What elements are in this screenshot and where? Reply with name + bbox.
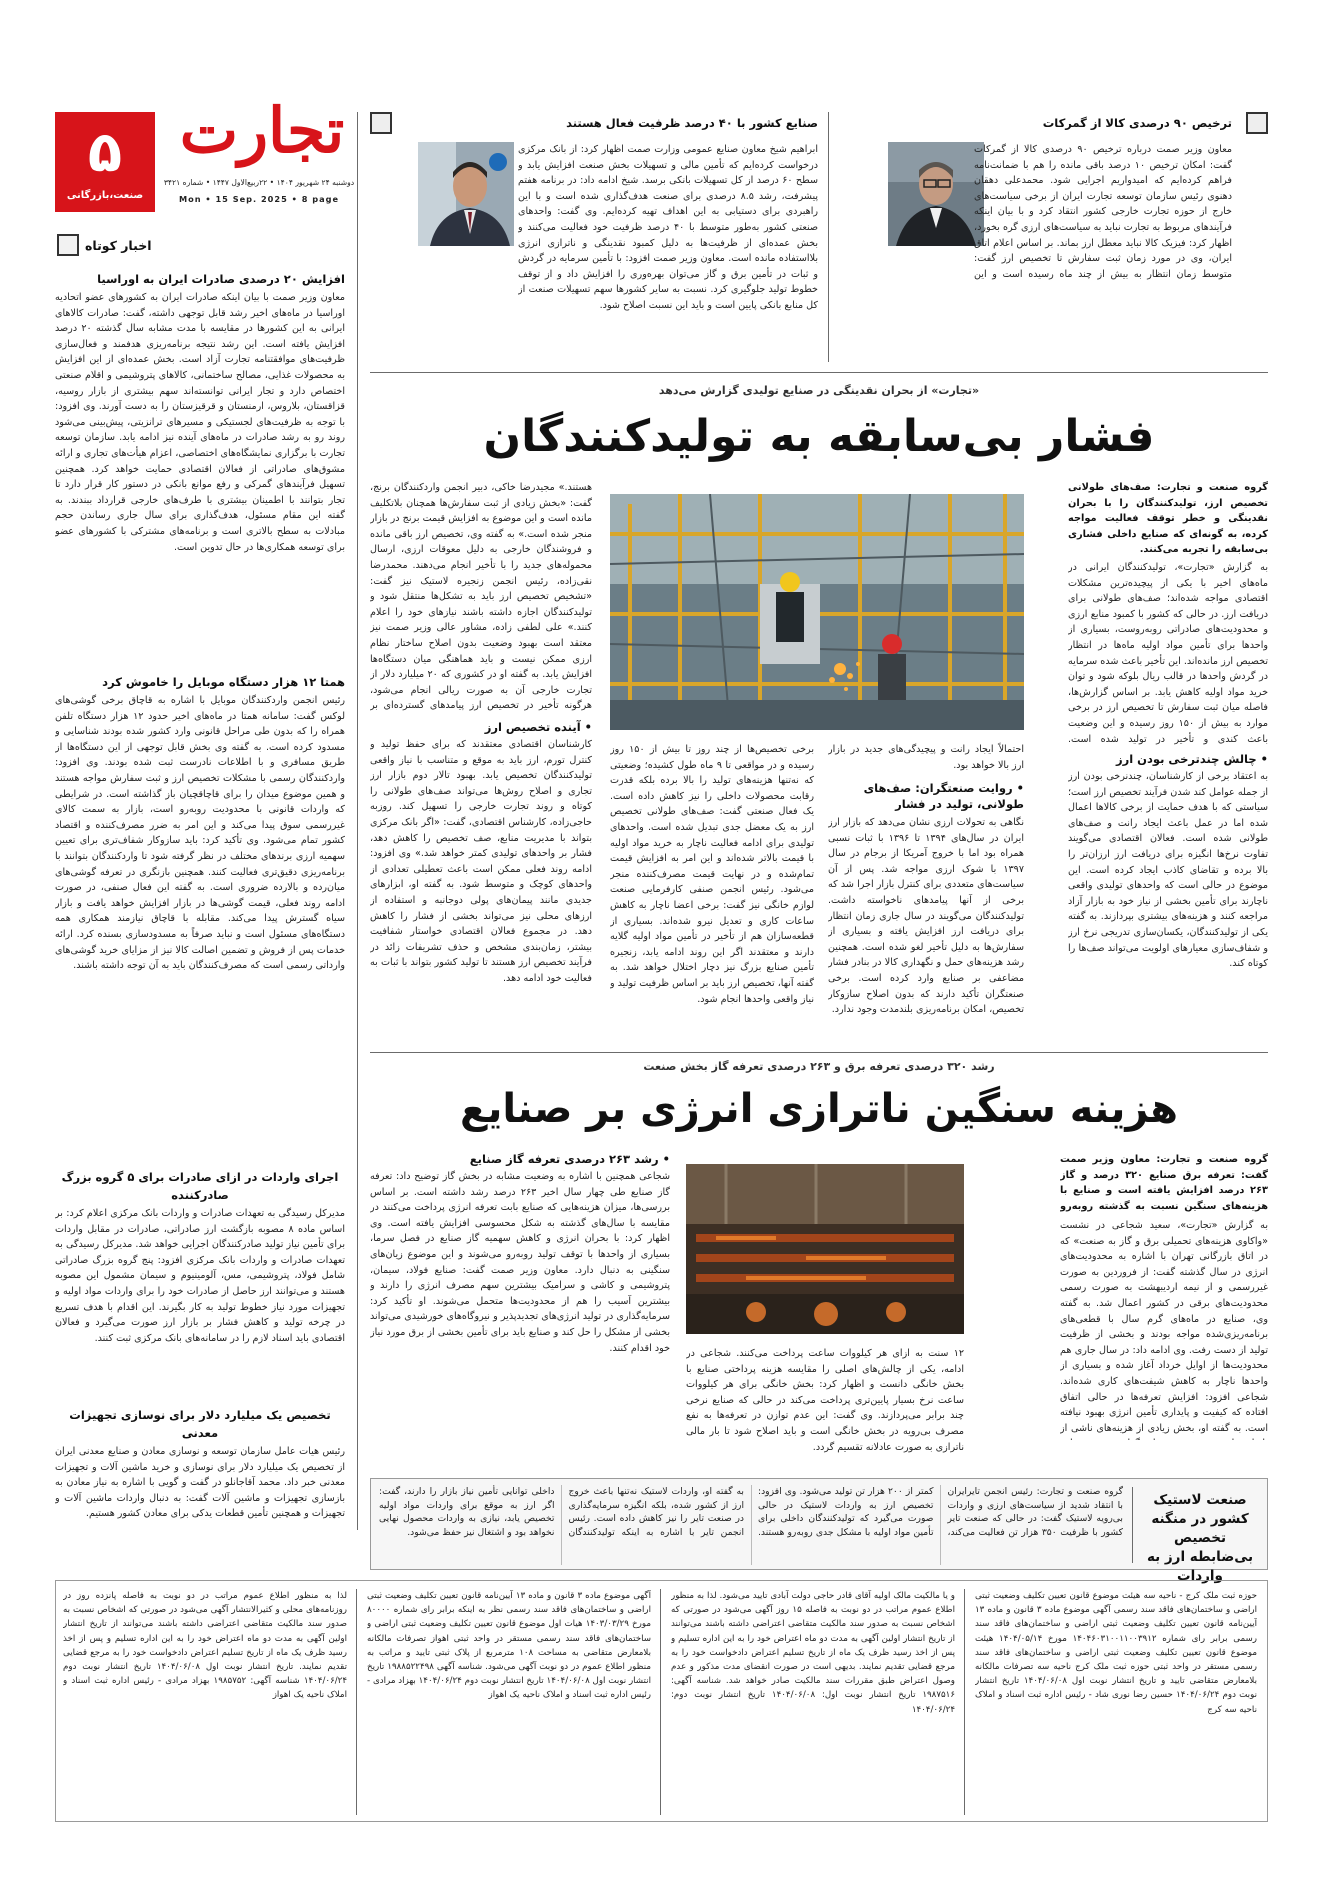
story-col-mid: [686, 1346, 964, 1458]
story-kicker: «تجارت» از بحران نقدینگی در صنایع تولیدی گزارش می‌دهد: [658, 384, 980, 397]
story-subhead: • رشد ۲۶۳ درصدی تعرفه گاز صنایع: [370, 1152, 670, 1166]
story-text: احتمالاً ایجاد رانت و پیچیدگی‌های جدید در بازار ارز بالا خواهد بود.: [828, 744, 1024, 771]
notice-3: آگهی موضوع ماده ۳ قانون و ماده ۱۳ آیین‌نامه قانون تعیین تکلیف وضعیت ثبتی اراضی و ساختمان‌های فاقد سند رسمی نظر به اینکه برابر رای شماره ۸۰۰۰۰ مورخ ۱۴۰۳/۰۳/۲۹ هیات اول موضوع قانون تعیین تکلیف وضعیت ثبتی اراضی و ساختمان‌های فاقد سند رسمی مستقر در واحد ثبتی اهواز تصرفات مالکانه بلامعارض متقاضی به مساحت ۱۰۸ مترمربع از پلاک ثبتی تایید و مراتب به منظور اطلاع عموم در دو نوبت آگهی می‌شود. شناسه آگهی ۱۹۸۸۵۲۲۴۹۸ تاریخ انتشار نوبت اول ۱۴۰۴/۰۶/۰۸ تاریخ انتشار نوبت دوم ۱۴۰۴/۰۶/۲۴ بهزاد مرادی - رئیس اداره ثبت اسناد و املاک ناحیه یک اهواز: [367, 1591, 651, 1701]
sidebar-title-box: [55, 232, 345, 262]
portrait-photo: [418, 142, 514, 246]
sidebar-item-3: [55, 1168, 345, 1424]
notice-4: لذا به منظور اطلاع عموم مراتب در دو نوبت به فاصله پانزده روز در روزنامه‌های محلی و کثیرالانتشار آگهی می‌شود در صورتی که اشخاص نسبت به صدور سند مالکیت متقاضی اعتراضی داشته باشند می‌توانند از تاریخ انتشار اولین آگهی به مدت دو ماه اعتراض خود را به این اداره تسلیم و پس از اخذ رسید ظرف یک ماه از تاریخ تسلیم اعتراض دادخواست خود را به مرجع قضایی تقدیم نمایند. تاریخ انتشار نوبت اول ۱۴۰۴/۰۶/۰۸ تاریخ انتشار نوبت دوم ۱۴۰۴/۰۶/۲۴ شناسه آگهی: ۱۹۸۵۷۵۲ بهزاد مرادی - رئیس اداره ثبت اسناد و املاک ناحیه یک اهواز: [63, 1591, 347, 1701]
sidebar-item-body: معاون وزیر صمت با بیان اینکه صادرات ایران به کشورهای عضو اتحادیه اوراسیا در ماه‌های اخیر رشد قابل توجهی داشته، گفت: صادرات کالاهای ایرانی به این کشورها در مقایسه با مدت مشابه سال گذشته ۲۰ درصد افزایش یافته است. این رشد نتیجه برنامه‌ریزی هدفمند و فعال‌سازی ظرفیت‌های موافقتنامه تجارت آزاد است. بخش عمده‌ای از این افزایش به محصولات غذایی، مصالح ساختمانی، کالاهای پتروشیمی و اقلام صنعتی اختصاص دارد و تجار ایرانی توانسته‌اند سهم بیشتری از بازار روسیه، قزاقستان، بلاروس، ارمنستان و قرقیزستان را به دست آورند. وی افزود: با توجه به ظرفیت‌های لجستیکی و مسیرهای ترانزیتی، پیش‌بینی می‌شود روند رو به رشد صادرات در ماه‌های آینده نیز ادامه یابد. سازمان توسعه تجارت با برگزاری نمایشگاه‌های اختصاصی، اعزام هیأت‌های تجاری و ارائه مشوق‌های صادراتی از فعالان اقتصادی حمایت خواهد کرد. همچنین تسهیل فرآیندهای گمرکی و رفع موانع بانکی در دستور کار قرار دارد تا تجار بتوانند با اطمینان بیشتری با طرف‌های خارجی قرارداد ببندند. به گفته این مقام مسئول، هدف‌گذاری برای سال جاری رساندن حجم مبادلات به سطح بالاتری است و برنامه‌های مشترکی با کشورهای عضو برای توسعه همکاری‌ها در حال تدوین است.: [55, 292, 345, 553]
portrait-image: [888, 142, 984, 246]
portrait-photo: [888, 142, 984, 246]
story-lead: گروه صنعت و تجارت: معاون وزیر صمت گفت: تعرفه برق صنایع ۳۲۰ درصد و گاز ۲۶۳ درصد افزایش یافته است و صنایع با هزینه‌های سنگین نسبت به گذشته روبه‌رو: [1060, 1154, 1268, 1212]
sidebar-title: اخبار کوتاه: [85, 238, 152, 253]
newspaper-logo: تجارت: [179, 94, 345, 167]
story-col-left: [370, 1152, 670, 1461]
story-subhead: • آینده تخصیص ارز: [370, 720, 592, 734]
tire-industry-box: [370, 1478, 1268, 1584]
notice-divider: [660, 1589, 661, 1815]
sidebar-item-body: رئیس انجمن واردکنندگان موبایل با اشاره به قاچاق برخی گوشی‌های لوکس گفت: سامانه همتا در ماه‌های اخیر حدود ۱۲ هزار دستگاه تلفن همراه را که بدون طی مراحل قانونی وارد کشور شده بودند شناسایی و مسدود کرده است. به گفته وی بخش قابل توجهی از این دستگاه‌ها از طریق مسافری و با اطلاعات نادرست ثبت شده بودند. وی افزود: واردکنندگان رسمی با مشکلات تخصیص ارز و ثبت سفارش مواجه هستند و همین موضوع میدان را برای قاچاقچیان باز گذاشته است. در شرایطی که واردات قانونی با محدودیت روبه‌رو است، بازار به سمت کالای غیررسمی سوق پیدا می‌کند و این امر به ضرر مصرف‌کننده و اقتصاد کشور تمام می‌شود. وی تأکید کرد: باید سازوکار شفاف‌تری برای تعیین سهمیه ارزی برندهای مختلف در نظر گرفته شود تا واردکنندگان بتوانند با برنامه‌ریزی دقیق‌تری فعالیت کنند. همچنین بازنگری در تعرفه گوشی‌های میان‌رده و بالارده ضروری است. به گفته این فعال صنفی، در صورت ادامه روند فعلی، قیمت گوشی‌ها در بازار افزایش خواهد یافت و بازار سیاه گسترش پیدا می‌کند. مقابله با قاچاق نیازمند همکاری همه دستگاه‌های مسئول است و نباید صرفاً به مسدودسازی بسنده کرد. ارائه خدمات پس از فروش و تضمین اصالت کالا نیز از مزایای خرید گوشی‌های وارداتی رسمی است که مصرف‌کنندگان باید به آن توجه داشته باشند.: [55, 695, 345, 972]
sidebar-item-headline: افزایش ۲۰ درصدی صادرات ایران به اوراسیا: [97, 272, 345, 286]
story-text: نگاهی به تحولات ارزی نشان می‌دهد که بازار ارز ایران در سال‌های ۱۳۹۴ تا ۱۳۹۶ با ثبات نسبی همراه بود اما با خروج آمریکا از برجام در سال ۱۳۹۷ با شوک ارزی مواجه شد. پس از آن سیاست‌های متعددی برای کنترل بازار اجرا شد که برخی از آنها پیامدهای ناخواسته داشت. تولیدکنندگان می‌گویند در سال جاری زمان انتظار برای دریافت ارز افزایش یافته و بسیاری از سفارش‌ها به دلیل تأخیر لغو شده است. همچنین رشد هزینه‌های حمل و نگهداری کالا در بنادر فشار مضاعفی بر صنایع وارد کرده است. برخی صنعتگران تأکید دارند که بدون اصلاح سازوکار تخصیص، امکان برنامه‌ریزی بلندمدت وجود ندارد.: [828, 817, 1024, 1016]
story-text: هستند.» مجیدرضا خاکی، دبیر انجمن واردکنندگان برنج، گفت: «بخش زیادی از ثبت سفارش‌ها همچنان بلاتکلیف مانده است و این موضوع به افزایش قیمت برنج در بازار منجر شده است.» به گفته وی، تخصیص ارز باقی مانده و فروشندگان خارجی به دلیل معوقات ارزی، ارسال محموله‌های جدید را با تأخیر انجام می‌دهند. محمدرضا نقی‌زاده، رئیس انجمن زنجیره لاستیک نیز گفت: «تشخیص تخصیص ارز باید به تشکل‌ها منتقل شود و تولیدکنندگان اجازه داشته باشند نیازهای خود را اعلام کنند.» علی لطفی زاده، مشاور عالی وزیر صمت نیز معتقد است بهبود وضعیت بدون اصلاح ساختار نظام ارزی ممکن نیست و باید هماهنگی میان دستگاه‌ها افزایش یابد. به گفته او در کشوری که ۲۰ میلیارد دلار از تجارت خارجی آن به صورت ریالی انجام می‌شود، هرگونه تأخیر در تخصیص ارز پیامدهای گسترده‌ای بر: [370, 482, 592, 712]
story-col-mid-left: [610, 742, 814, 1032]
story-headline: هزینه سنگین ناترازی انرژی بر صنایع: [460, 1086, 1178, 1132]
section-label: صنعت،بازرگانی: [66, 190, 144, 201]
story-text: شجاعی همچنین با اشاره به وضعیت مشابه در بخش گاز توضیح داد: تعرفه گاز صنایع طی چهار سال اخیر ۲۶۳ درصد رشد داشته است. بر اساس بررسی‌ها، میزان هزینه‌هایی که صنایع بابت تعرفه انرژی پرداخت می‌کنند در مقایسه با سال‌های گذشته به شکل محسوسی افزایش یافته است. وی اظهار کرد: با بحران انرژی و کاهش سهمیه گاز صنایع در فصل سرما، بسیاری از واحدها با توقف تولید روبه‌رو می‌شوند و این موضوع زیان‌های سنگینی به دنبال دارد. معاون وزیر صمت گفت: صنایع فولاد، سیمان، پتروشیمی و کاشی و سرامیک بیشترین سهم مصرف انرژی را دارند و بیشترین آسیب را هم از محدودیت‌ها متحمل می‌شوند. او تأکید کرد: سرمایه‌گذاری در تولید انرژی‌های تجدیدپذیر و نیروگاه‌های خورشیدی می‌تواند بخشی از مشکل را حل کند و صنایع باید برای تأمین بخشی از برق مورد نیاز خود اقدام کنند.: [370, 1171, 670, 1354]
notice-divider: [356, 1589, 357, 1815]
story-subhead: • روایت صنعتگران: صف‌های طولانی، تولید در فشار: [828, 780, 1024, 812]
main-story-1: [370, 384, 1268, 1044]
story-col-mid-right: [828, 742, 1024, 1035]
corner-marker: [370, 112, 392, 134]
story-1-rule: [370, 1052, 1268, 1053]
sidebar-item-body: رئیس هیات عامل سازمان توسعه و نوسازی معادن و صنایع معدنی ایران از تخصیص یک میلیارد دلار برای نوسازی و خرید ماشین آلات و تجهیزات معدنی خبر داد. محمد آقاجانلو در گفت و گویی با اشاره به نیاز معادن به بازسازی تجهیزات و ماشین آلات گفت: به دنبال واردات ماشین آلات و تجهیزات و همچنین تأمین قطعات یدکی برای معادن کشور هستیم.: [55, 1446, 345, 1520]
sidebar-title-icon: [57, 234, 79, 256]
industry-photo: [686, 1164, 964, 1334]
page-number: ۵: [87, 120, 123, 185]
story-col-right: [1068, 480, 1268, 1067]
story-text: به اعتقاد برخی از کارشناسان، چندنرخی بودن ارز از جمله عوامل کند شدن فرآیند تخصیص ارز است؛ سیاستی که با هدف حمایت از برخی کالاها اعمال شده اما در عمل باعث ایجاد رانت و صف‌های طولانی شده است. فعالان اقتصادی می‌گویند تفاوت نرخ‌ها انگیزه برای دریافت ارز ارزان‌تر را بالا برده و تقاضای کاذب ایجاد کرده است. این موضوع در حالی است که واحدهای تولیدی واقعی ناچارند برای تأمین بخشی از نیاز خود به بازار آزاد مراجعه کنند و هزینه‌های بیشتری بپردازند. به گفته یکی از تولیدکنندگان، یکسان‌سازی تدریجی نرخ ارز و شفاف‌سازی معیارهای اولویت می‌تواند صف‌ها را کوتاه کند.: [1068, 771, 1268, 970]
main-story-2: [370, 1060, 1268, 1468]
top-divider: [828, 112, 829, 362]
article-body: معاون وزیر صمت درباره ترخیص ۹۰ درصدی کالا از گمرکات گفت: امکان ترخیص ۱۰ درصد باقی مانده را هم با ضمانت‌نامه فراهم کرده‌ایم که امیدواریم اجرایی شود. محمدعلی دهقان دهنوی رئیس سازمان توسعه تجارت ایران از برخی سیاست‌های خارج از حوزه تجارت خارجی کشور انتقاد کرد و با بیان اینکه فرآیندهای مربوط به تجارت نباید به سیاست‌های ارزی گره بخورد، اظهار کرد: فیزیک کالا نباید معطل ارز بماند. بر اساس اعلام اتاق ایران، وی در مورد زمان ثبت سفارش تا تخصیص ارز گفت: متوسط زمان انتظار به بیش از چند ماه رسیده است و این: [974, 144, 1232, 280]
story-text: به گزارش «تجارت»، تولیدکنندگان ایرانی در ماه‌های اخیر با یکی از پیچیده‌ترین مشکلات اقتصادی مواجه شده‌اند؛ صف‌های طولانی برای دریافت ارز. در حالی که کشور با کمبود منابع ارزی و محدودیت‌های صادراتی روبه‌روست، بسیاری از واحدها برای تأمین مواد اولیه ماه‌ها در انتظار تخصیص ارز مانده‌اند. این تأخیر باعث شده سرمایه در گردش واحدها در قالب ریال بلوکه شود و توان خرید مواد اولیه کاهش یابد. بر اساس گزارش‌ها، فاصله میان ثبت سفارش تا تخصیص ارز در برخی موارد به بیش از ۱۵۰ روز رسیده و این وضعیت باعث کندی و تأخیر در تولید شده است.: [1068, 562, 1268, 745]
sidebar-divider: [357, 112, 358, 1530]
box-divider: [1132, 1487, 1133, 1563]
top-right-article: [840, 112, 1268, 362]
story-text: به گزارش «تجارت»، سعید شجاعی در نشست «واکاوی هزینه‌های تحمیلی برق و گاز به صنعت» که در اتاق بازرگانی تهران با اشاره به محدودیت‌های انرژی در سال گذشته گفت: از فروردین به صورت غیررسمی و از نیمه اردیبهشت به صورت رسمی محدودیت‌های برقی در کشور اعمال شد. به گفته وی، صنایع در ماه‌های گرم سال با قطعی‌های برنامه‌ریزی‌شده مواجه بودند و بخشی از ظرفیت تولید از دست رفت. وی ادامه داد: در سال جاری هم محدودیت‌ها از اوایل خرداد آغاز شده و بسیاری از واحدها ناچار به کاهش شیفت‌های کاری شده‌اند. شجاعی افزود: افزایش تعرفه‌ها در حالی اتفاق افتاده که کیفیت و پایداری تأمین انرژی بهبود نیافته است. به گفته او، بخش زیادی از هزینه‌های ناشی از: [1060, 1220, 1268, 1434]
sidebar-item-headline: همتا ۱۲ هزار دستگاه موبایل را خاموش کرد: [102, 675, 345, 689]
issue-date-en: Mon • 15 Sep. 2025 • 8 page: [178, 194, 340, 204]
story-text: برخی تخصیص‌ها از چند روز تا بیش از ۱۵۰ روز رسیده و در مواقعی تا ۹ ماه طول کشیده؛ وضعیتی که نه‌تنها هزینه‌های تولید را بالا برده بلکه قدرت رقابت محصولات داخلی را نیز کاهش داده است. یک فعال صنعتی گفت: صف‌های طولانی تخصیص ارز به یک معضل جدی تبدیل شده است. واحدهای تولیدی برای ادامه فعالیت ناچار به خرید مواد اولیه با قیمت بالاتر شده‌اند و این امر به افزایش قیمت تمام‌شده و در نهایت قیمت مصرف‌کننده منجر می‌شود. رئیس انجمن صنفی کارفرمایی صنعت لوازم خانگی نیز گفت: برخی اعضا ناچار به کاهش ساعات کاری و تعدیل نیرو شده‌اند. بسیاری از قطعه‌سازان هم از تأخیر در تأمین مواد اولیه گلایه دارند و معتقدند اگر این روند ادامه یابد، زنجیره تأمین صنایع بزرگ نیز دچار اختلال خواهد شد. به گفته آنها، تخصیص ارز باید بر اساس ظرفیت تولید و نیاز واقعی واحدها انجام شود.: [610, 744, 814, 1005]
corner-marker: [1246, 112, 1268, 134]
story-headline: فشار بی‌سابقه به تولیدکنندگان: [483, 411, 1155, 462]
legal-notices: [55, 1580, 1268, 1822]
sidebar-item-2: [55, 673, 345, 1175]
sidebar-item-body: مدیرکل رسیدگی به تعهدات صادرات و واردات بانک مرکزی اعلام کرد: بر اساس ماده ۸ مصوبه بازگشت ارز صادراتی، صادرات در مقابل واردات برای تأمین نیاز تولید صادرکنندگان اجرایی خواهد شد. مدیرکل رسیدگی به تعهدات صادرات و واردات بانک مرکزی افزود: پنج گروه بزرگ صادراتی شامل فولاد، پتروشیمی، مس، آلومینیوم و سیمان مشمول این مصوبه هستند و می‌توانند ارز حاصل از صادرات خود را برای واردات مواد اولیه و تجهیزات مورد نیاز خطوط تولید به کار بگیرند. این اقدام با هدف تسریع در چرخه تولید و کاهش فشار بر بازار ارز صورت می‌گیرد و فعالان اقتصادی باید اسناد لازم را در سامانه‌های بانک مرکزی ثبت کنند.: [55, 1208, 345, 1344]
story-subhead: • چالش چندترخی بودن ارز: [1068, 752, 1268, 766]
story-lead: گروه صنعت و تجارت: صف‌های طولانی تخصیص ارز، تولیدکنندگان را با بحران نقدینگی و خطر توقف فعالیت مواجه کرده، به گونه‌ای که صنایع داخلی فشاری بی‌سابقه را تجربه می‌کنند.: [1068, 482, 1268, 556]
notice-divider: [964, 1589, 965, 1815]
masthead: [55, 94, 355, 218]
story-text: ۱۲ سنت به ازای هر کیلووات ساعت پرداخت می‌کنند. شجاعی در ادامه، یکی از چالش‌های اصلی را مقایسه هزینه پرداختی صنایع با بخش خانگی دانست و اظهار کرد: بخش خانگی برای هر کیلووات ساعت نرخ بسیار پایین‌تری پرداخت می‌کند در حالی که صنایع نرخی چند برابر می‌پردازند. وی گفت: این عدم توازن در تعرفه‌ها به نفع مصرف بی‌رویه در بخش خانگی است و باید اصلاح شود تا بار مالی ناترازی به صورت عادلانه تقسیم گردد.: [686, 1348, 964, 1453]
portrait-image: [418, 142, 514, 246]
notice-1: حوزه ثبت ملک کرج - ناحیه سه هیئت موضوع قانون تعیین تکلیف وضعیت ثبتی اراضی و ساختمان‌های فاقد سند رسمی آگهی موضوع ماده ۳ قانون و ماده ۱۳ آیین‌نامه قانون تعیین تکلیف وضعیت ثبتی اراضی و ساختمان‌های فاقد سند رسمی برابر رای شماره ۱۴۰۴۶۰۳۱۰۰۱۱۰۰۳۹۱۲ مورخ ۱۴۰۴/۰۵/۱۴ هیئت موضوع قانون تعیین تکلیف وضعیت ثبتی اراضی و ساختمان‌های فاقد سند رسمی مستقر در واحد ثبتی حوزه ثبت ملک کرج ناحیه سه تصرفات مالکانه بلامعارض متقاضی تایید و تاریخ انتشار نوبت اول ۱۴۰۴/۰۶/۰۸ تاریخ انتشار نوبت دوم ۱۴۰۴/۰۶/۲۴ حسین رضا نوری شاد - رئیس اداره ثبت اسناد و املاک ناحیه سه کرج: [975, 1591, 1257, 1715]
story-kicker: رشد ۳۲۰ درصدی تعرفه برق و ۲۶۳ درصدی تعرفه گاز بخش صنعت: [643, 1060, 995, 1073]
article-body: ابراهیم شیخ معاون صنایع عمومی وزارت صمت اظهار کرد: از بانک مرکزی درخواست کرده‌ایم که تأمین مالی و تسهیلات بخش صنعت افزایش یابد و سطح ۶۰ درصد از کل تسهیلات بانکی برسد. شیخ ادامه داد: در برنامه هفتم پیشرفت، رشد ۸.۵ درصدی برای صنعت هدف‌گذاری شده است و با این راهبردی برای دستیابی به این اهداف تهیه کرده‌ایم. وی گفت: واحدهای صنعتی کشور به‌طور متوسط با ۴۰ درصد ظرفیت خود فعالیت می‌کنند و بخش عمده‌ای از ظرفیت‌ها به دلیل کمبود نقدینگی و ناترازی انرژی بلااستفاده مانده است. معاون وزیر صمت افزود: با تأمین سرمایه در گردش و ثبات در تأمین برق و گاز می‌توان بهره‌وری را افزایش داد و از توقف خطوط تولید جلوگیری کرد. نسبت به سایر کشورها سهم تسهیلات صنعت از کل منابع بانکی پایین است و باید این نسبت اصلاح شود.: [518, 144, 818, 311]
article-body-cont: [840, 284, 1232, 344]
factory-photo: [610, 494, 1024, 730]
story-col-left: [370, 480, 592, 1039]
notice-2: و یا مالکیت مالک اولیه آقای قادر حاجی دولت آبادی تایید می‌شود. لذا به منظور اطلاع عموم مراتب در دو نوبت به فاصله ۱۵ روز آگهی می‌شود در صورتی که اشخاص نسبت به صدور سند مالکیت متقاضی اعتراضی داشته باشند می‌توانند از تاریخ انتشار اولین آگهی به مدت دو ماه اعتراض خود را به این اداره تسلیم و پس از اخذ رسید ظرف یک ماه از تاریخ تسلیم اعتراض دادخواست خود را به مرجع قضایی تقدیم نمایند. بدیهی است در صورت انقضای مدت مذکور و عدم وصول اعتراض طبق مقررات سند مالکیت صادر خواهد شد. شناسه آگهی: ۱۹۸۷۵۱۶ تاریخ انتشار نوبت اول: ۱۴۰۴/۰۶/۰۸ تاریخ انتشار نوبت دوم: ۱۴۰۴/۰۶/۲۴: [671, 1591, 955, 1715]
sidebar-item-1: [55, 270, 345, 672]
factory-workers-image: [610, 494, 1024, 730]
steel-mill-image: [686, 1164, 964, 1334]
sidebar-item-4: [55, 1406, 345, 1540]
story-col-right: [1060, 1152, 1268, 1442]
article-headline: ترخیص ۹۰ درصدی کالا از گمرکات: [1042, 116, 1232, 130]
issue-date: دوشنبه ۲۴ شهریور ۱۴۰۴ • ۲۲ربیع‌الاول ۱۴۴۷ • شماره ۳۴۲۱: [163, 178, 355, 187]
sidebar-item-headline: اجرای واردات در ازای صادرات برای ۵ گروه بزرگ صادرکننده: [61, 1170, 339, 1202]
short-news-sidebar: [55, 228, 345, 1528]
article-headline: صنایع کشور با ۴۰ درصد ظرفیت فعال هستند: [566, 116, 818, 130]
box-body: گروه صنعت و تجارت: رئیس انجمن تایرایران با انتقاد شدید از سیاست‌های ارزی و واردات بی‌رویه لاستیک گفت: در حالی که صنعت تایر کشور با ظرفیت ۳۵۰ هزار تن فعالیت می‌کند، کمتر از ۲۰۰ هزار تن تولید می‌شود. وی افزود: تخصیص ارز به واردات لاستیک در حالی صورت می‌گیرد که تولیدکنندگان داخلی برای تأمین مواد اولیه با مشکل جدی روبه‌رو هستند. به گفته او، واردات لاستیک نه‌تنها باعث خروج ارز از کشور شده، بلکه انگیزه سرمایه‌گذاری در صنعت تایر را نیز کاهش داده است. رئیس انجمن تایر با اشاره به اینکه تولیدکنندگان داخلی توانایی تأمین نیاز بازار را دارند، گفت: اگر ارز به موقع برای واردات مواد اولیه تخصیص یابد، نیازی به واردات محصول نهایی نخواهد بود و اشتغال نیز حفظ می‌شود.: [379, 1486, 1123, 1538]
sidebar-item-headline: تخصیص یک میلیارد دلار برای نوسازی تجهیزات معدنی: [69, 1408, 331, 1440]
story-text: کارشناسان اقتصادی معتقدند که برای حفظ تولید و کنترل تورم، ارز باید به موقع و متناسب با نیاز واقعی تولیدکنندگان تخصیص یابد. بهبود تالار دوم بازار ارز تجاری و اصلاح روش‌ها می‌تواند صف‌های طولانی را کوتاه و روند تجارت خارجی را تسهیل کند. روزبه حاجی‌زاده، کارشناس اقتصادی، گفت: «اگر بانک مرکزی بتواند با مدیریت منابع، صف تخصیص را کاهش دهد، فشار بر واحدهای تولیدی کمتر خواهد شد.» وی افزود: ادامه روند فعلی ممکن است باعث تعطیلی تعدادی از واحدهای کوچک و متوسط شود. به گفته او، ابزارهای جدیدی مانند پیمان‌های پولی دوجانبه و استفاده از ارزهای محلی نیز می‌تواند بخشی از فشار را کاهش دهد. در مجموع فعالان اقتصادی خواستار شفافیت بیشتر، زمان‌بندی مشخص و حذف تشریفات زائد در فرآیند تخصیص ارز هستند تا تولید کشور بتواند با ثبات به فعالیت خود ادامه دهد.: [370, 739, 592, 984]
box-title: صنعت لاستیک کشور در منگنه تخصیص بی‌ضابطه ارز به واردات: [1146, 1492, 1254, 1584]
top-left-article: [370, 112, 818, 362]
top-section-rule: [370, 372, 1268, 373]
